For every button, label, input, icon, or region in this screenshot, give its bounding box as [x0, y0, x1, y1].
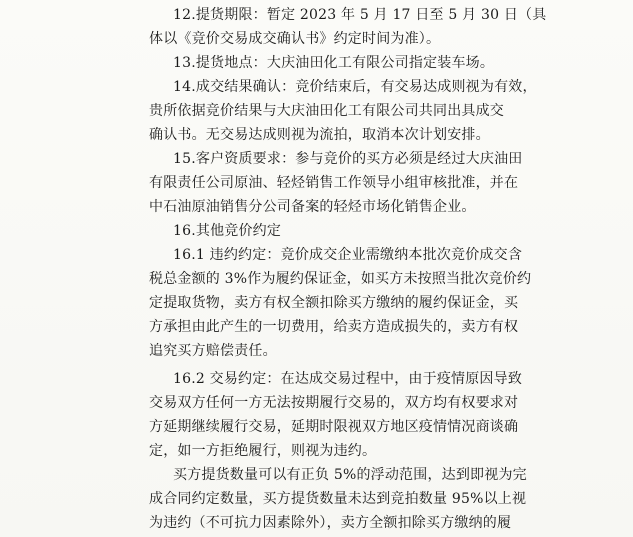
paragraph-16-heading: 16.其他竞价约定	[173, 223, 282, 239]
paragraph-16-1-line-5: 追究买方赔偿责任。	[149, 343, 277, 359]
paragraph-15-line-3: 中石油原油销售分公司备案的轻烃市场化销售企业。	[149, 199, 476, 215]
paragraph-12-line-1: 12.提货期限：暂定 2023 年 5 月 17 日至 5 月 30 日（具	[173, 7, 547, 23]
paragraph-12-line-2: 体以《竞价交易成交确认书》约定时间为准）。	[149, 31, 441, 47]
paragraph-quantity-line-2: 成合同约定数量，买方提货数量未达到竞拍数量 95%以上视	[149, 491, 527, 507]
paragraph-quantity-line-3: 为违约（不可抗力因素除外），卖方全额扣除买方缴纳的履	[149, 515, 512, 531]
paragraph-15-line-1: 15.客户资质要求：参与竞价的买方必须是经过大庆油田	[173, 151, 523, 167]
paragraph-16-2-line-3: 方延期继续履行交易，延期时限视双方地区疫情情况商谈确	[149, 419, 519, 435]
paragraph-quantity-line-1: 买方提货数量可以有正负 5%的浮动范围，达到即视为完	[173, 467, 527, 483]
paragraph-16-1-line-3: 定提取货物，卖方有权全额扣除买方缴纳的履约保证金，买	[149, 295, 519, 311]
paragraph-14-line-1: 14.成交结果确认：竞价结束后，有交易达成则视为有效，	[173, 79, 537, 95]
paragraph-14-line-2: 贵所依据竞价结果与大庆油田化工有限公司共同出具成交	[149, 103, 504, 119]
paragraph-15-line-2: 有限责任公司原油、轻烃销售工作领导小组审核批准，并在	[149, 175, 519, 191]
paragraph-16-2-line-4: 定，如一方拒绝履行，则视为违约。	[149, 443, 377, 459]
paragraph-16-1-line-4: 方承担由此产生的一切费用，给卖方造成损失的，卖方有权	[149, 319, 519, 335]
paragraph-16-1-line-2: 税总金额的 3%作为履约保证金，如买方未按照当批次竞价约	[149, 271, 532, 287]
paragraph-16-2-line-2: 交易双方任何一方无法按期履行交易的，双方均有权要求对	[149, 395, 519, 411]
paragraph-14-line-3: 确认书。无交易达成则视为流拍，取消本次计划安排。	[149, 127, 490, 143]
paragraph-16-1-line-1: 16.1 违约约定：竞价成交企业需缴纳本批次竞价成交含	[173, 247, 523, 263]
paragraph-16-2-line-1: 16.2 交易约定：在达成交易过程中，由于疫情原因导致	[173, 371, 523, 387]
paragraph-13-line-1: 13.提货地点：大庆油田化工有限公司指定装车场。	[173, 55, 495, 71]
